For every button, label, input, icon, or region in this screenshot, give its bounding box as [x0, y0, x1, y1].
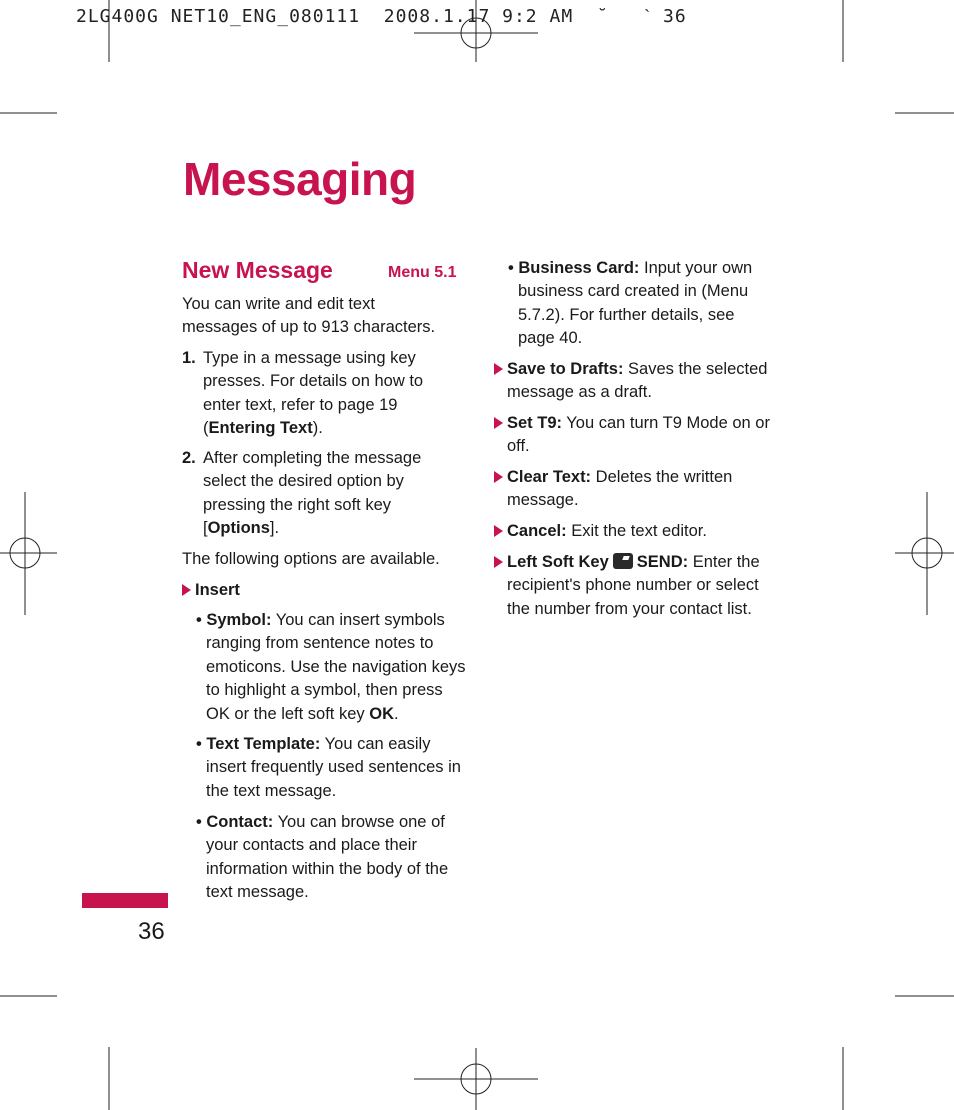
- insert-heading: Insert: [182, 579, 240, 602]
- step-text: Type in a message using key presses. For details on how to enter text, refer to page 19 (Entering Text).: [203, 349, 424, 438]
- print-header: 2LG400G NET10_ENG_080111 2008.1.17 9:2 AM ˘ ˋ 36: [76, 6, 687, 27]
- left-soft-key-icon: [613, 553, 633, 569]
- step-number: 2.: [182, 449, 196, 467]
- page-number-bar: [82, 893, 168, 908]
- step-text: After completing the message select the desired option by pressing the right soft key [Options].: [203, 449, 422, 538]
- option-set-t9: Set T9: You can turn T9 Mode on or off.: [494, 412, 775, 459]
- intro-text: You can write and edit text messages of up to 913 characters.: [182, 295, 436, 337]
- section-title: New Message: [182, 257, 333, 283]
- insert-item-contact: • Contact: You can browse one of your contacts and place their information within the body of the text message.: [196, 813, 449, 902]
- options-intro: The following options are available.: [182, 550, 440, 568]
- arrow-right-icon: [494, 525, 503, 537]
- insert-item-symbol: • Symbol: You can insert symbols ranging from sentence notes to emoticons. Use the navigation keys to highlight a symbol, then press OK or the left soft key OK.: [196, 611, 466, 723]
- page-number: 36: [138, 918, 165, 945]
- option-cancel: Cancel: Exit the text editor.: [494, 520, 775, 543]
- option-clear-text: Clear Text: Deletes the written message.: [494, 466, 775, 513]
- option-save-to-drafts: Save to Drafts: Saves the selected message as a draft.: [494, 358, 775, 405]
- arrow-right-icon: [494, 417, 503, 429]
- step-number: 1.: [182, 349, 196, 367]
- insert-item-text-template: • Text Template: You can easily insert frequently used sentences in the text message.: [196, 735, 461, 800]
- page-title: Messaging: [183, 153, 417, 205]
- arrow-right-icon: [494, 471, 503, 483]
- arrow-right-icon: [494, 363, 503, 375]
- arrow-right-icon: [182, 584, 191, 596]
- insert-item-business-card: • Business Card: Input your own business card created in (Menu 5.7.2). For further details, see page 40.: [508, 259, 753, 348]
- menu-reference: Menu 5.1: [388, 264, 457, 281]
- option-send: Left Soft Key SEND: Enter the recipient's phone number or select the number from your contact list.: [494, 551, 775, 621]
- arrow-right-icon: [494, 556, 503, 568]
